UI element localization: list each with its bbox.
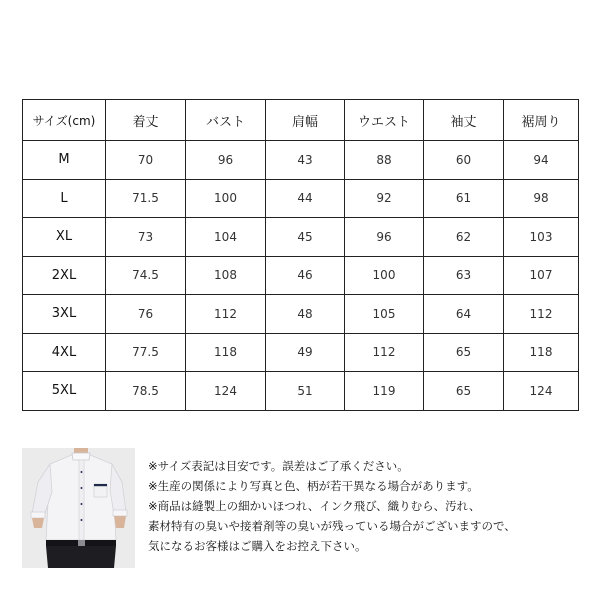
note-line-purchase-caution: 気になるお客様はご購入をお控え下さい。 (148, 539, 367, 553)
header-sleeve: 袖丈 (424, 100, 504, 141)
header-shoulder: 肩幅 (266, 100, 345, 141)
size-label-cell: XL (23, 218, 106, 257)
table-row (23, 218, 579, 257)
length-cell: 74.5 (106, 256, 186, 295)
size-chart-table (22, 99, 579, 411)
hem-cell: 94 (504, 141, 579, 180)
table-header-row (23, 100, 579, 141)
size-label-cell: M (23, 141, 106, 180)
waist-cell: 88 (345, 141, 424, 180)
hem-cell: 118 (504, 333, 579, 372)
bust-cell: 104 (186, 218, 266, 257)
sleeve-cell: 61 (424, 179, 504, 218)
size-label-cell: 3XL (23, 295, 106, 334)
hem-cell: 112 (504, 295, 579, 334)
notes-section (148, 456, 588, 556)
note-line-size-estimate: ※サイズ表記は目安です。誤差はご了承ください。 (148, 459, 409, 473)
bust-cell: 108 (186, 256, 266, 295)
note-line-color-difference: ※生産の関係により写真と色、柄が若干異なる場合があります。 (148, 479, 479, 493)
size-label-cell: 4XL (23, 333, 106, 372)
sleeve-cell: 63 (424, 256, 504, 295)
hem-cell: 124 (504, 372, 579, 411)
sleeve-cell: 65 (424, 372, 504, 411)
table-row (23, 141, 579, 180)
length-cell: 70 (106, 141, 186, 180)
length-cell: 71.5 (106, 179, 186, 218)
header-waist: ウエスト (345, 100, 424, 141)
table-row (23, 256, 579, 295)
waist-cell: 100 (345, 256, 424, 295)
hem-cell: 103 (504, 218, 579, 257)
table-row (23, 333, 579, 372)
waist-cell: 119 (345, 372, 424, 411)
size-label-cell: 2XL (23, 256, 106, 295)
header-length: 着丈 (106, 100, 186, 141)
shoulder-cell: 46 (266, 256, 345, 295)
table-row (23, 179, 579, 218)
shoulder-cell: 44 (266, 179, 345, 218)
note-line-sewing-defects: ※商品は縫製上の細かいほつれ、インク飛び、織りむら、汚れ、 (148, 499, 481, 513)
bust-cell: 112 (186, 295, 266, 334)
sleeve-cell: 65 (424, 333, 504, 372)
model-illustration (22, 448, 135, 568)
sleeve-cell: 62 (424, 218, 504, 257)
sleeve-cell: 60 (424, 141, 504, 180)
length-cell: 76 (106, 295, 186, 334)
waist-cell: 112 (345, 333, 424, 372)
shoulder-cell: 43 (266, 141, 345, 180)
shoulder-cell: 51 (266, 372, 345, 411)
sleeve-cell: 64 (424, 295, 504, 334)
length-cell: 78.5 (106, 372, 186, 411)
shoulder-cell: 45 (266, 218, 345, 257)
waist-cell: 92 (345, 179, 424, 218)
shoulder-cell: 49 (266, 333, 345, 372)
length-cell: 73 (106, 218, 186, 257)
hem-cell: 107 (504, 256, 579, 295)
table-body (23, 141, 579, 411)
waist-cell: 96 (345, 218, 424, 257)
header-size: サイズ(cm) (23, 100, 106, 141)
size-label-cell: L (23, 179, 106, 218)
table-row (23, 295, 579, 334)
header-hem: 裾周り (504, 100, 579, 141)
waist-cell: 105 (345, 295, 424, 334)
table-row (23, 372, 579, 411)
model-photo (22, 448, 135, 568)
note-line-odor: 素材特有の臭いや接着剤等の臭いが残っている場合がございますので、 (148, 519, 516, 533)
size-label-cell: 5XL (23, 372, 106, 411)
bust-cell: 100 (186, 179, 266, 218)
length-cell: 77.5 (106, 333, 186, 372)
header-bust: バスト (186, 100, 266, 141)
bust-cell: 96 (186, 141, 266, 180)
shoulder-cell: 48 (266, 295, 345, 334)
bust-cell: 124 (186, 372, 266, 411)
hem-cell: 98 (504, 179, 579, 218)
bust-cell: 118 (186, 333, 266, 372)
